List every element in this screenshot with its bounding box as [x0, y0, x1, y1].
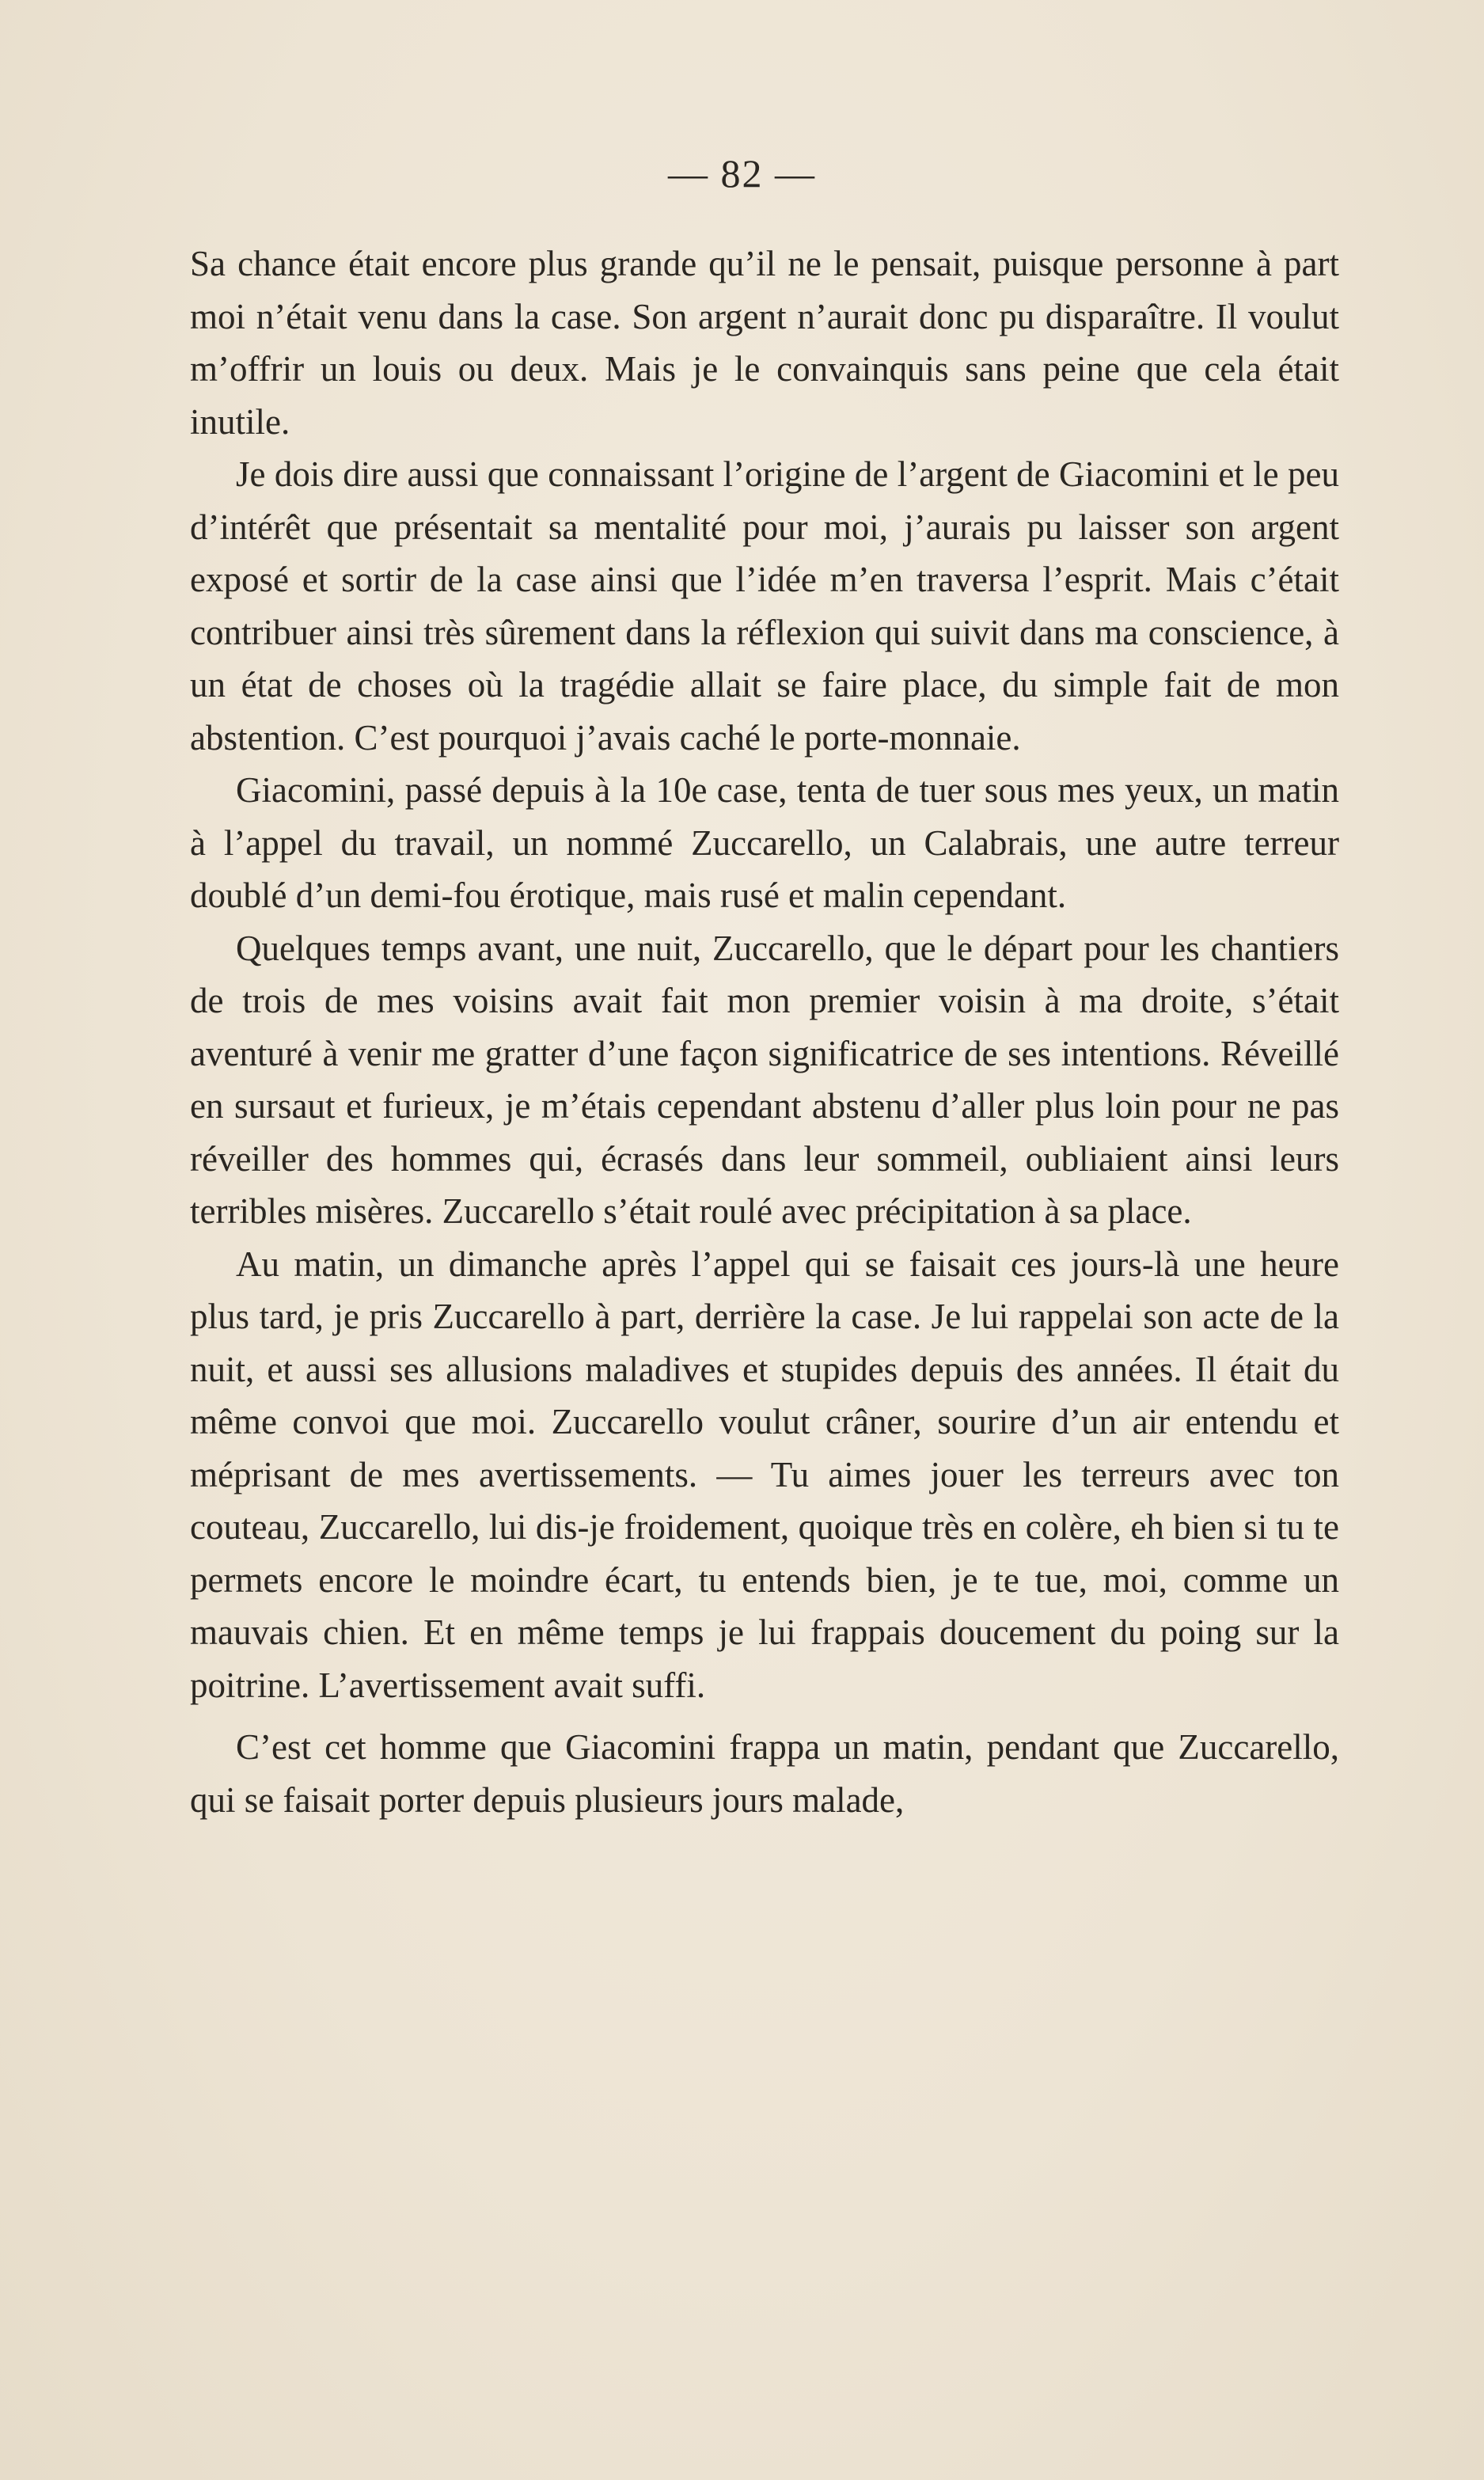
body-text — [190, 237, 1339, 1826]
paragraph-2: Je dois dire aussi que connaissant l’origine de l’argent de Giacomini et le peu d’intérêt que présentait sa mentalité pour moi, j’aurais pu laisser son argent exposé et sortir de la case ainsi que l’idée m’en traversa l’esprit. Mais c’était contribuer ainsi très sûrement dans la réflexion qui suivit dans ma conscience, à un état de choses où la tragédie allait se faire place, du simple fait de mon abstention. C’est pourquoi j’avais caché le porte-monnaie. — [190, 454, 1339, 758]
paragraph-1: Sa chance était encore plus grande qu’il ne le pensait, puisque personne à part moi n’était venu dans la case. Son argent n’aurait donc pu disparaître. Il voulut m’offrir un louis ou deux. Mais je le convainquis sans peine que cela était inutile. — [190, 244, 1339, 442]
paragraph-3: Giacomini, passé depuis à la 10e case, tenta de tuer sous mes yeux, un matin à l’appel du travail, un nommé Zuccarello, un Calabrais, une autre terreur doublé d’un demi-fou érotique, mais rusé et malin cependant. — [190, 770, 1339, 915]
paragraph-4: Quelques temps avant, une nuit, Zuccarello, que le départ pour les chantiers de trois de mes voisins avait fait mon premier voisin à ma droite, s’était aventuré à venir me gratter d’une façon significatrice de ses intentions. Réveillé en sursaut et furieux, je m’étais cependant abstenu d’aller plus loin pour ne pas réveiller des hommes qui, écrasés dans leur sommeil, oubliaient ainsi leurs terribles misères. Zuccarello s’était roulé avec précipitation à sa place. — [190, 928, 1339, 1231]
page-number: — 82 — — [668, 151, 816, 196]
paragraph-6: C’est cet homme que Giacomini frappa un matin, pendant que Zuccarello, qui se faisait porter depuis plusieurs jours malade, — [190, 1727, 1339, 1820]
paragraph-5: Au matin, un dimanche après l’appel qui se faisait ces jours-là une heure plus tard, je pris Zuccarello à part, derrière la case. Je lui rappelai son acte de la nuit, et aussi ses allusions maladives et stupides depuis des années. Il était du même convoi que moi. Zuccarello voulut crâner, sourire d’un air entendu et méprisant de mes avertissements. — Tu aimes jouer les terreurs avec ton couteau, Zuccarello, lui dis-je froidement, quoique très en colère, eh bien si tu te permets encore le moindre écart, tu entends bien, je te tue, moi, comme un mauvais chien. Et en même temps je lui frappais doucement du poing sur la poitrine. L’avertissement avait suffi. — [190, 1244, 1339, 1705]
